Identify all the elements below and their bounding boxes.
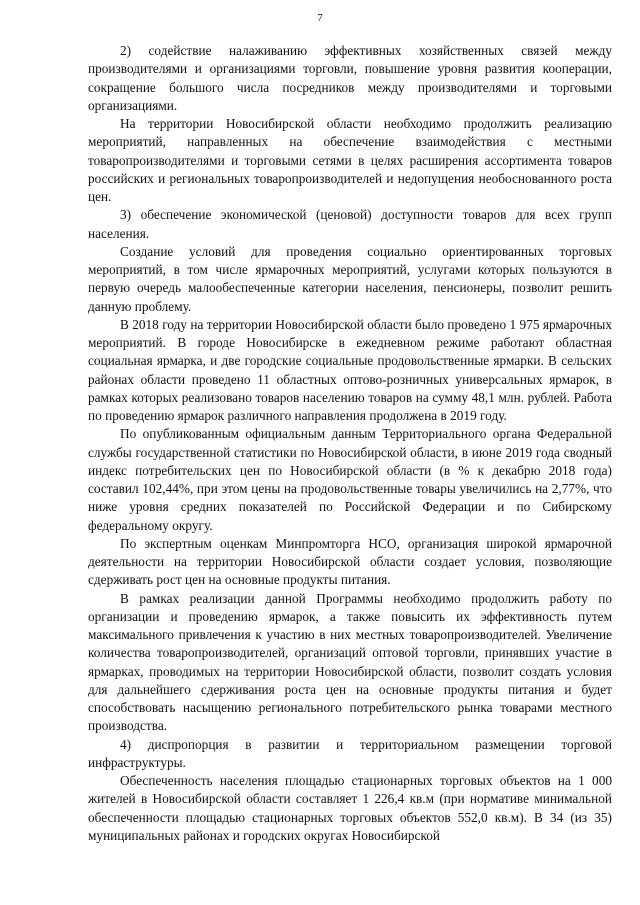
paragraph-retail-space-provision: Обеспеченность населения площадью стационарных торговых объектов на 1 000 жителей в Новосибирской области составляет 1 226,4 кв.м (при нормативе минимальной обеспеченности площадью стационарных торговых объектов 552,0 кв.м). В 34 (из 35) муниципальных районах и городских округах Новосибирской — [88, 773, 612, 843]
paragraph-social-trade-events: Создание условий для проведения социально ориентированных торговых мероприятий, в том числе ярмарочных мероприятий, услугами которых пользуются в первую очередь малообеспеченные категории населения, пенсионеры, позволит решить данную проблему. — [88, 243, 612, 314]
paragraph-infrastructure-disproportion: 4) диспропорция в развитии и территориальном размещении торговой инфраструктуры. — [88, 736, 612, 770]
paragraph-local-producers-interaction: На территории Новосибирской области необходимо продолжить реализацию мероприятий, направленных на обеспечение взаимодействия с местными товаропроизводителями и торговыми сетями в целях расширения ассортимента товаров российских и региональных товаропроизводителей и недопущения необоснованного роста цен. — [88, 116, 612, 204]
paragraph-price-index-statistics: По опубликованным официальным данным Территориального органа Федеральной службы государственной статистики по Новосибирской области, в июне 2019 года сводный индекс потребительских цен по Новосибирской области (в % к декабрю 2018 года) составил 102,44%, при этом цены на продовольственные товары увеличились на 2,77%, что ниже уровня средних показателей по Российской Федерации и по Сибирскому федеральному округу. — [88, 426, 612, 533]
document-body — [88, 42, 612, 845]
paragraph-fairs-2018: В 2018 году на территории Новосибирской области было проведено 1 975 ярмарочных мероприятий. В городе Новосибирске в ежедневном режиме работают областная социальная ярмарка, и две городские социальные продовольственные ярмарки. В сельских районах области проведено 11 областных оптово-розничных универсальных ярмарок, в рамках которых реализовано товаров населению товаров на сумму 48,1 млн. рублей. Работа по проведению ярмарок различного направления продолжена в 2019 году. — [88, 316, 612, 423]
paragraph-price-accessibility: 3) обеспечение экономической (ценовой) доступности товаров для всех групп населения. — [88, 207, 612, 241]
paragraph-producer-relations: 2) содействие налаживанию эффективных хозяйственных связей между производителями и организациями торговли, повышение уровня развития кооперации, сокращение большого числа посредников между производителями и торговыми организациями. — [88, 43, 612, 113]
paragraph-program-fairs: В рамках реализации данной Программы необходимо продолжить работу по организации и проведению ярмарок, а также повысить их эффективность путем максимального привлечения к участию в них местных товаропроизводителей. Увеличение количества товаропроизводителей, организаций оптовой торговли, принявших участие в ярмарках, проводимых на территории Новосибирской области, позволит создать условия для дальнейшего сдерживания роста цен на основные продукты питания и будет способствовать насыщению регионального потребительского рынка товарами местного производства. — [88, 590, 612, 734]
page-number: 7 — [317, 12, 323, 24]
paragraph-expert-assessment: По экспертным оценкам Минпромторга НСО, организация широкой ярмарочной деятельности на территории Новосибирской области создает условия, позволяющие сдерживать рост цен на основные продукты питания. — [88, 535, 612, 588]
